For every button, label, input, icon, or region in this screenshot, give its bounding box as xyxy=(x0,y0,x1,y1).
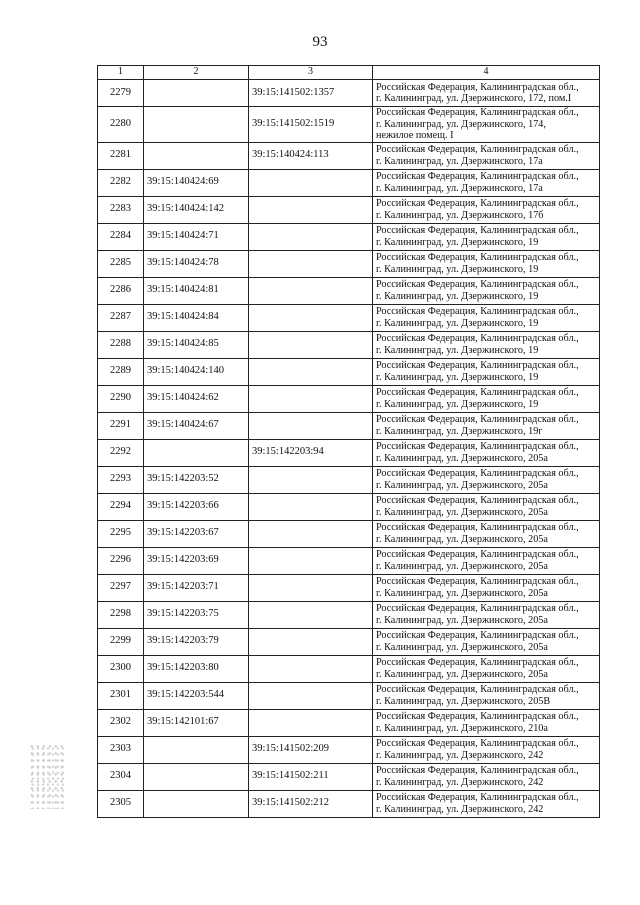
table-row xyxy=(98,331,600,358)
address-cell xyxy=(373,493,600,520)
table-row xyxy=(98,304,600,331)
cadastral-number-cell xyxy=(144,80,249,107)
address-line: Российская Федерация, Калининградская обл., xyxy=(376,144,579,155)
related-cadastral-number-cell xyxy=(249,547,373,574)
column-header-2: 2 xyxy=(144,66,249,80)
column-header-4: 4 xyxy=(373,66,600,80)
cadastral-number-cell: 39:15:142203:80 xyxy=(144,655,249,682)
row-number-cell: 2295 xyxy=(98,520,144,547)
scan-artifact xyxy=(30,745,64,809)
address-line: г. Калининград, ул. Дзержинского, 172, пом.I xyxy=(376,93,572,104)
address-line: г. Калининград, ул. Дзержинского, 242 xyxy=(376,776,544,788)
address-line: Российская Федерация, Калининградская обл., xyxy=(376,495,579,506)
related-cadastral-number-cell xyxy=(249,574,373,601)
cadastral-number-cell: 39:15:142203:75 xyxy=(144,601,249,628)
table-row xyxy=(98,107,600,143)
row-number-cell: 2297 xyxy=(98,574,144,601)
address-line: г. Калининград, ул. Дзержинского, 19 xyxy=(376,317,539,329)
related-cadastral-number-cell xyxy=(249,466,373,493)
cadastral-number-cell: 39:15:142203:79 xyxy=(144,628,249,655)
row-number-cell: 2294 xyxy=(98,493,144,520)
related-cadastral-number-cell: 39:15:141502:1519 xyxy=(249,107,373,143)
address-line: Российская Федерация, Калининградская обл., xyxy=(376,198,579,209)
cadastral-number-cell: 39:15:140424:67 xyxy=(144,412,249,439)
cadastral-number-cell: 39:15:142203:66 xyxy=(144,493,249,520)
row-number-cell: 2284 xyxy=(98,223,144,250)
related-cadastral-number-cell: 39:15:141502:212 xyxy=(249,790,373,817)
row-number-cell: 2280 xyxy=(98,107,144,143)
table-row xyxy=(98,385,600,412)
row-number-cell: 2293 xyxy=(98,466,144,493)
row-number-cell: 2285 xyxy=(98,250,144,277)
address-line: г. Калининград, ул. Дзержинского, 17а xyxy=(376,182,543,194)
cadastral-number-cell: 39:15:140424:84 xyxy=(144,304,249,331)
address-cell xyxy=(373,682,600,709)
cadastral-number-cell: 39:15:140424:85 xyxy=(144,331,249,358)
table-row xyxy=(98,169,600,196)
address-cell xyxy=(373,763,600,790)
address-line: г. Калининград, ул. Дзержинского, 205а xyxy=(376,587,548,599)
table-row xyxy=(98,358,600,385)
related-cadastral-number-cell xyxy=(249,169,373,196)
address-cell xyxy=(373,304,600,331)
address-line: Российская Федерация, Калининградская обл., xyxy=(376,468,579,479)
table-row xyxy=(98,493,600,520)
address-line: Российская Федерация, Калининградская обл., xyxy=(376,765,579,776)
address-line: нежилое помещ. I xyxy=(376,130,454,141)
related-cadastral-number-cell xyxy=(249,412,373,439)
cadastral-number-cell xyxy=(144,790,249,817)
registry-table xyxy=(97,65,600,818)
cadastral-number-cell: 39:15:140424:78 xyxy=(144,250,249,277)
address-cell xyxy=(373,169,600,196)
address-line: г. Калининград, ул. Дзержинского, 205а xyxy=(376,533,548,545)
table-body xyxy=(98,80,600,818)
address-line: Российская Федерация, Калининградская обл., xyxy=(376,603,579,614)
related-cadastral-number-cell: 39:15:141502:1357 xyxy=(249,80,373,107)
cadastral-number-cell: 39:15:140424:62 xyxy=(144,385,249,412)
header-row xyxy=(98,66,600,80)
table-row xyxy=(98,655,600,682)
table-row xyxy=(98,466,600,493)
row-number-cell: 2301 xyxy=(98,682,144,709)
address-line: г. Калининград, ул. Дзержинского, 205а xyxy=(376,479,548,491)
address-line: г. Калининград, ул. Дзержинского, 205а xyxy=(376,614,548,626)
table-row xyxy=(98,196,600,223)
related-cadastral-number-cell xyxy=(249,601,373,628)
row-number-cell: 2302 xyxy=(98,709,144,736)
address-line: Российская Федерация, Калининградская обл., xyxy=(376,81,579,93)
address-line: Российская Федерация, Калининградская обл., xyxy=(376,684,579,695)
address-line: г. Калининград, ул. Дзержинского, 19 xyxy=(376,236,539,248)
address-line: г. Калининград, ул. Дзержинского, 205В xyxy=(376,695,551,707)
related-cadastral-number-cell: 39:15:140424:113 xyxy=(249,142,373,169)
address-cell xyxy=(373,412,600,439)
row-number-cell: 2291 xyxy=(98,412,144,439)
address-line: г. Калининград, ул. Дзержинского, 19 xyxy=(376,263,539,275)
address-cell xyxy=(373,601,600,628)
table-row xyxy=(98,574,600,601)
address-cell xyxy=(373,439,600,466)
address-cell xyxy=(373,628,600,655)
table-row xyxy=(98,223,600,250)
related-cadastral-number-cell: 39:15:142203:94 xyxy=(249,439,373,466)
table-row xyxy=(98,547,600,574)
related-cadastral-number-cell xyxy=(249,655,373,682)
table-row xyxy=(98,763,600,790)
address-cell xyxy=(373,142,600,169)
cadastral-number-cell: 39:15:140424:81 xyxy=(144,277,249,304)
address-line: г. Калининград, ул. Дзержинского, 210а xyxy=(376,722,548,734)
column-header-3: 3 xyxy=(249,66,373,80)
row-number-cell: 2296 xyxy=(98,547,144,574)
row-number-cell: 2286 xyxy=(98,277,144,304)
address-line: г. Калининград, ул. Дзержинского, 19 xyxy=(376,290,539,302)
address-cell xyxy=(373,574,600,601)
cadastral-number-cell: 39:15:140424:71 xyxy=(144,223,249,250)
address-line: Российская Федерация, Калининградская обл., xyxy=(376,306,579,317)
cadastral-number-cell xyxy=(144,439,249,466)
related-cadastral-number-cell xyxy=(249,709,373,736)
address-line: Российская Федерация, Калининградская обл., xyxy=(376,225,579,236)
table-row xyxy=(98,142,600,169)
row-number-cell: 2304 xyxy=(98,763,144,790)
table-row xyxy=(98,80,600,107)
address-line: г. Калининград, ул. Дзержинского, 205а xyxy=(376,641,548,653)
cadastral-number-cell: 39:15:142203:67 xyxy=(144,520,249,547)
address-line: Российская Федерация, Калининградская обл., xyxy=(376,576,579,587)
address-line: г. Калининград, ул. Дзержинского, 205а xyxy=(376,560,548,572)
address-line: Российская Федерация, Калининградская обл., xyxy=(376,107,579,118)
table-row xyxy=(98,412,600,439)
row-number-cell: 2300 xyxy=(98,655,144,682)
table-row xyxy=(98,277,600,304)
related-cadastral-number-cell: 39:15:141502:211 xyxy=(249,763,373,790)
address-cell xyxy=(373,790,600,817)
address-line: Российская Федерация, Калининградская обл., xyxy=(376,414,579,425)
address-line: г. Калининград, ул. Дзержинского, 17а xyxy=(376,155,543,167)
address-line: Российская Федерация, Калининградская обл., xyxy=(376,441,579,452)
address-line: г. Калининград, ул. Дзержинского, 242 xyxy=(376,749,544,761)
row-number-cell: 2299 xyxy=(98,628,144,655)
address-cell xyxy=(373,277,600,304)
address-line: г. Калининград, ул. Дзержинского, 205а xyxy=(376,668,548,680)
page-number: 93 xyxy=(312,34,328,50)
address-cell xyxy=(373,709,600,736)
table-row xyxy=(98,709,600,736)
related-cadastral-number-cell xyxy=(249,304,373,331)
row-number-cell: 2305 xyxy=(98,790,144,817)
cadastral-number-cell: 39:15:140424:142 xyxy=(144,196,249,223)
address-line: г. Калининград, ул. Дзержинского, 174, xyxy=(376,118,546,130)
row-number-cell: 2279 xyxy=(98,80,144,107)
table-row xyxy=(98,601,600,628)
table-header xyxy=(98,66,600,80)
cadastral-number-cell: 39:15:142203:69 xyxy=(144,547,249,574)
cadastral-number-cell xyxy=(144,107,249,143)
table-row xyxy=(98,520,600,547)
row-number-cell: 2287 xyxy=(98,304,144,331)
address-cell xyxy=(373,655,600,682)
address-line: Российская Федерация, Калининградская обл., xyxy=(376,792,579,803)
cadastral-number-cell: 39:15:142203:52 xyxy=(144,466,249,493)
address-cell xyxy=(373,736,600,763)
row-number-cell: 2290 xyxy=(98,385,144,412)
address-line: г. Калининград, ул. Дзержинского, 242 xyxy=(376,803,544,815)
address-line: Российская Федерация, Калининградская обл., xyxy=(376,279,579,290)
row-number-cell: 2292 xyxy=(98,439,144,466)
table-row xyxy=(98,439,600,466)
address-line: Российская Федерация, Калининградская обл., xyxy=(376,630,579,641)
related-cadastral-number-cell xyxy=(249,196,373,223)
related-cadastral-number-cell xyxy=(249,358,373,385)
address-line: Российская Федерация, Калининградская обл., xyxy=(376,711,579,722)
cadastral-number-cell: 39:15:142203:544 xyxy=(144,682,249,709)
address-cell xyxy=(373,196,600,223)
table-row xyxy=(98,250,600,277)
address-cell xyxy=(373,547,600,574)
row-number-cell: 2283 xyxy=(98,196,144,223)
address-line: Российская Федерация, Калининградская обл., xyxy=(376,522,579,533)
cadastral-number-cell: 39:15:142203:71 xyxy=(144,574,249,601)
address-cell xyxy=(373,250,600,277)
row-number-cell: 2288 xyxy=(98,331,144,358)
related-cadastral-number-cell xyxy=(249,223,373,250)
address-line: Российская Федерация, Калининградская обл., xyxy=(376,171,579,182)
cadastral-number-cell: 39:15:140424:69 xyxy=(144,169,249,196)
related-cadastral-number-cell xyxy=(249,520,373,547)
related-cadastral-number-cell xyxy=(249,385,373,412)
row-number-cell: 2281 xyxy=(98,142,144,169)
address-line: Российская Федерация, Калининградская обл., xyxy=(376,657,579,668)
address-line: Российская Федерация, Калининградская обл., xyxy=(376,360,579,371)
row-number-cell: 2298 xyxy=(98,601,144,628)
address-line: Российская Федерация, Калининградская обл., xyxy=(376,333,579,344)
related-cadastral-number-cell xyxy=(249,250,373,277)
column-header-1: 1 xyxy=(98,66,144,80)
address-cell xyxy=(373,358,600,385)
row-number-cell: 2289 xyxy=(98,358,144,385)
address-cell xyxy=(373,223,600,250)
address-cell xyxy=(373,520,600,547)
cadastral-number-cell: 39:15:140424:140 xyxy=(144,358,249,385)
row-number-cell: 2282 xyxy=(98,169,144,196)
address-cell xyxy=(373,466,600,493)
cadastral-number-cell xyxy=(144,142,249,169)
address-line: г. Калининград, ул. Дзержинского, 19г xyxy=(376,425,543,437)
related-cadastral-number-cell xyxy=(249,628,373,655)
address-cell xyxy=(373,80,600,107)
cadastral-number-cell xyxy=(144,736,249,763)
address-cell xyxy=(373,331,600,358)
table-row xyxy=(98,628,600,655)
table-row xyxy=(98,790,600,817)
address-line: г. Калининград, ул. Дзержинского, 19 xyxy=(376,371,539,383)
cadastral-number-cell xyxy=(144,763,249,790)
address-line: г. Калининград, ул. Дзержинского, 19 xyxy=(376,344,539,356)
table-row xyxy=(98,736,600,763)
address-cell xyxy=(373,385,600,412)
related-cadastral-number-cell xyxy=(249,682,373,709)
table-row xyxy=(98,682,600,709)
address-line: Российская Федерация, Калининградская обл., xyxy=(376,252,579,263)
address-line: Российская Федерация, Калининградская обл., xyxy=(376,549,579,560)
address-line: г. Калининград, ул. Дзержинского, 17б xyxy=(376,209,544,221)
related-cadastral-number-cell xyxy=(249,277,373,304)
address-line: г. Калининград, ул. Дзержинского, 205а xyxy=(376,506,548,518)
cadastral-number-cell: 39:15:142101:67 xyxy=(144,709,249,736)
related-cadastral-number-cell: 39:15:141502:209 xyxy=(249,736,373,763)
related-cadastral-number-cell xyxy=(249,331,373,358)
address-line: г. Калининград, ул. Дзержинского, 205а xyxy=(376,452,548,464)
related-cadastral-number-cell xyxy=(249,493,373,520)
address-line: Российская Федерация, Калининградская обл., xyxy=(376,738,579,749)
address-line: Российская Федерация, Калининградская обл., xyxy=(376,387,579,398)
address-cell xyxy=(373,107,600,143)
row-number-cell: 2303 xyxy=(98,736,144,763)
address-line: г. Калининград, ул. Дзержинского, 19 xyxy=(376,398,539,410)
